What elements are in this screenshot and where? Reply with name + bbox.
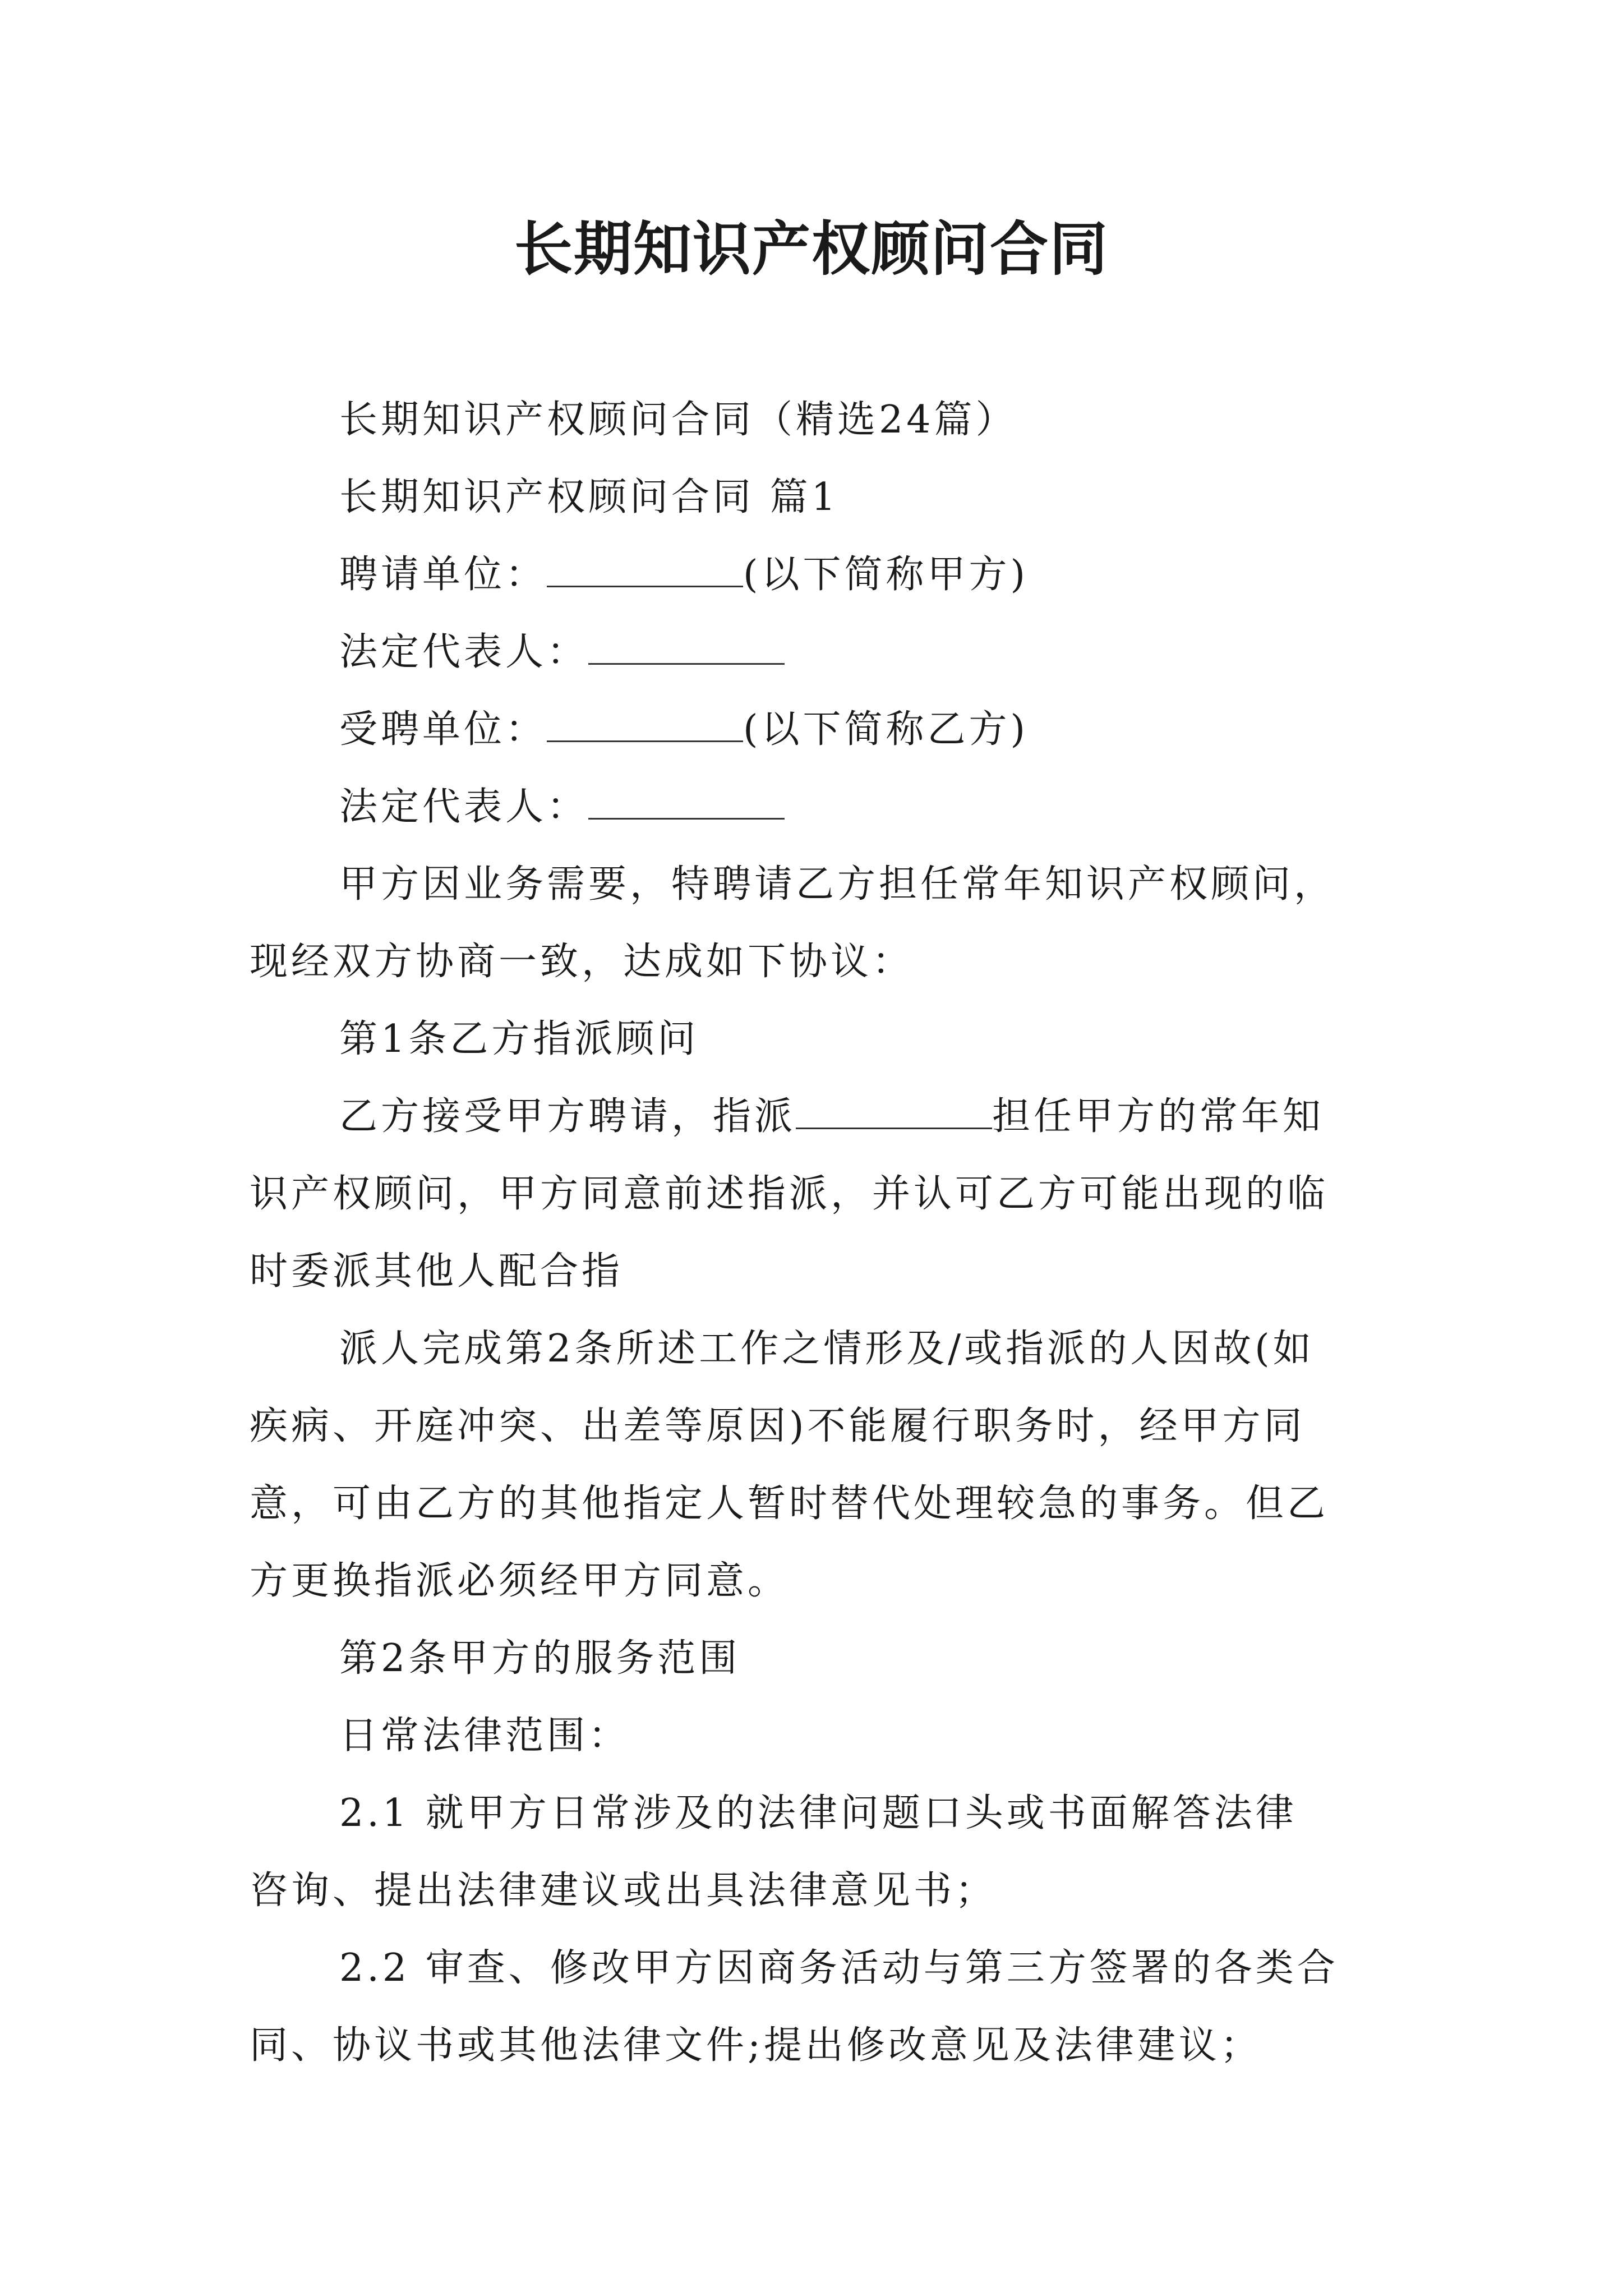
article-1-paragraph-2 [250, 1310, 1394, 1620]
daily-scope-line [250, 1697, 1394, 1775]
art1-p1-a: 乙方接受甲方聘请，指派 [339, 1094, 796, 1139]
intro-line-1: 甲方因业务需要，特聘请乙方担任常年知识产权顾问， [339, 862, 1336, 907]
article-1-heading [250, 1001, 1394, 1078]
daily-scope-text: 日常法律范围： [339, 1714, 630, 1758]
art1-p1-line-1 [250, 1078, 1394, 1156]
subtitle-line [250, 381, 1394, 459]
item-2-1 [250, 1775, 1394, 1930]
intro-line-2: 现经双方协商一致，达成如下协议： [250, 940, 914, 984]
employee-line [250, 691, 1394, 769]
employer-blank [547, 554, 743, 587]
employer-label: 聘请单位： [339, 553, 547, 597]
document-title: 长期知识产权顾问合同 [514, 214, 1109, 283]
item-2-2-line-1: 2.2 审查、修改甲方因商务活动与第三方签署的各类合 [339, 1946, 1339, 1990]
art1-p2-line-2: 疾病、开庭冲突、出差等原因)不能履行职务时，经甲方同 [250, 1404, 1306, 1448]
article-1-heading-text: 第1条乙方指派顾问 [339, 1017, 699, 1061]
item-2-2-line-2: 同、协议书或其他法律文件;提出修改意见及法律建议； [250, 2023, 1262, 2068]
art1-p1-b: 担任甲方的常年知 [992, 1094, 1325, 1139]
article-2-heading-text: 第2条甲方的服务范围 [339, 1636, 741, 1681]
employer-suffix: (以下简称甲方) [743, 553, 1029, 597]
art1-p2-line-1: 派人完成第2条所述工作之情形及/或指派的人因故(如 [339, 1327, 1315, 1371]
item-2-1-line-1: 2.1 就甲方日常涉及的法律问题口头或书面解答法律 [339, 1791, 1297, 1835]
item-2-2 [250, 1930, 1394, 2085]
legal-rep-line-1 [250, 614, 1394, 691]
legal-rep-blank-1 [588, 632, 785, 665]
item-2-1-line-2: 咨询、提出法律建议或出具法律意见书； [250, 1869, 997, 1913]
employee-suffix: (以下简称乙方) [743, 707, 1029, 752]
piece-heading [250, 459, 1394, 536]
piece-heading-text: 长期知识产权顾问合同 篇1 [339, 475, 839, 519]
art1-p2-line-3: 意，可由乙方的其他指定人暂时替代处理较急的事务。但乙 [250, 1481, 1329, 1526]
subtitle-text: 长期知识产权顾问合同（精选24篇） [339, 398, 1017, 442]
legal-rep-label-2: 法定代表人： [339, 785, 589, 829]
legal-rep-label-1: 法定代表人： [339, 630, 589, 674]
employer-line [250, 536, 1394, 614]
intro-paragraph [250, 846, 1394, 1001]
legal-rep-line-2 [250, 769, 1394, 846]
article-2-heading [250, 1620, 1394, 1697]
art1-p2-line-4: 方更换指派必须经甲方同意。 [250, 1559, 790, 1603]
article-1-paragraph-1 [250, 1078, 1394, 1310]
art1-p1-line-3: 时委派其他人配合指 [250, 1249, 624, 1294]
legal-rep-blank-2 [588, 786, 785, 820]
employee-label: 受聘单位： [339, 707, 547, 752]
assignee-blank [796, 1096, 992, 1129]
art1-p1-line-2: 识产权顾问，甲方同意前述指派，并认可乙方可能出现的临 [250, 1172, 1329, 1216]
employee-blank [547, 709, 743, 742]
